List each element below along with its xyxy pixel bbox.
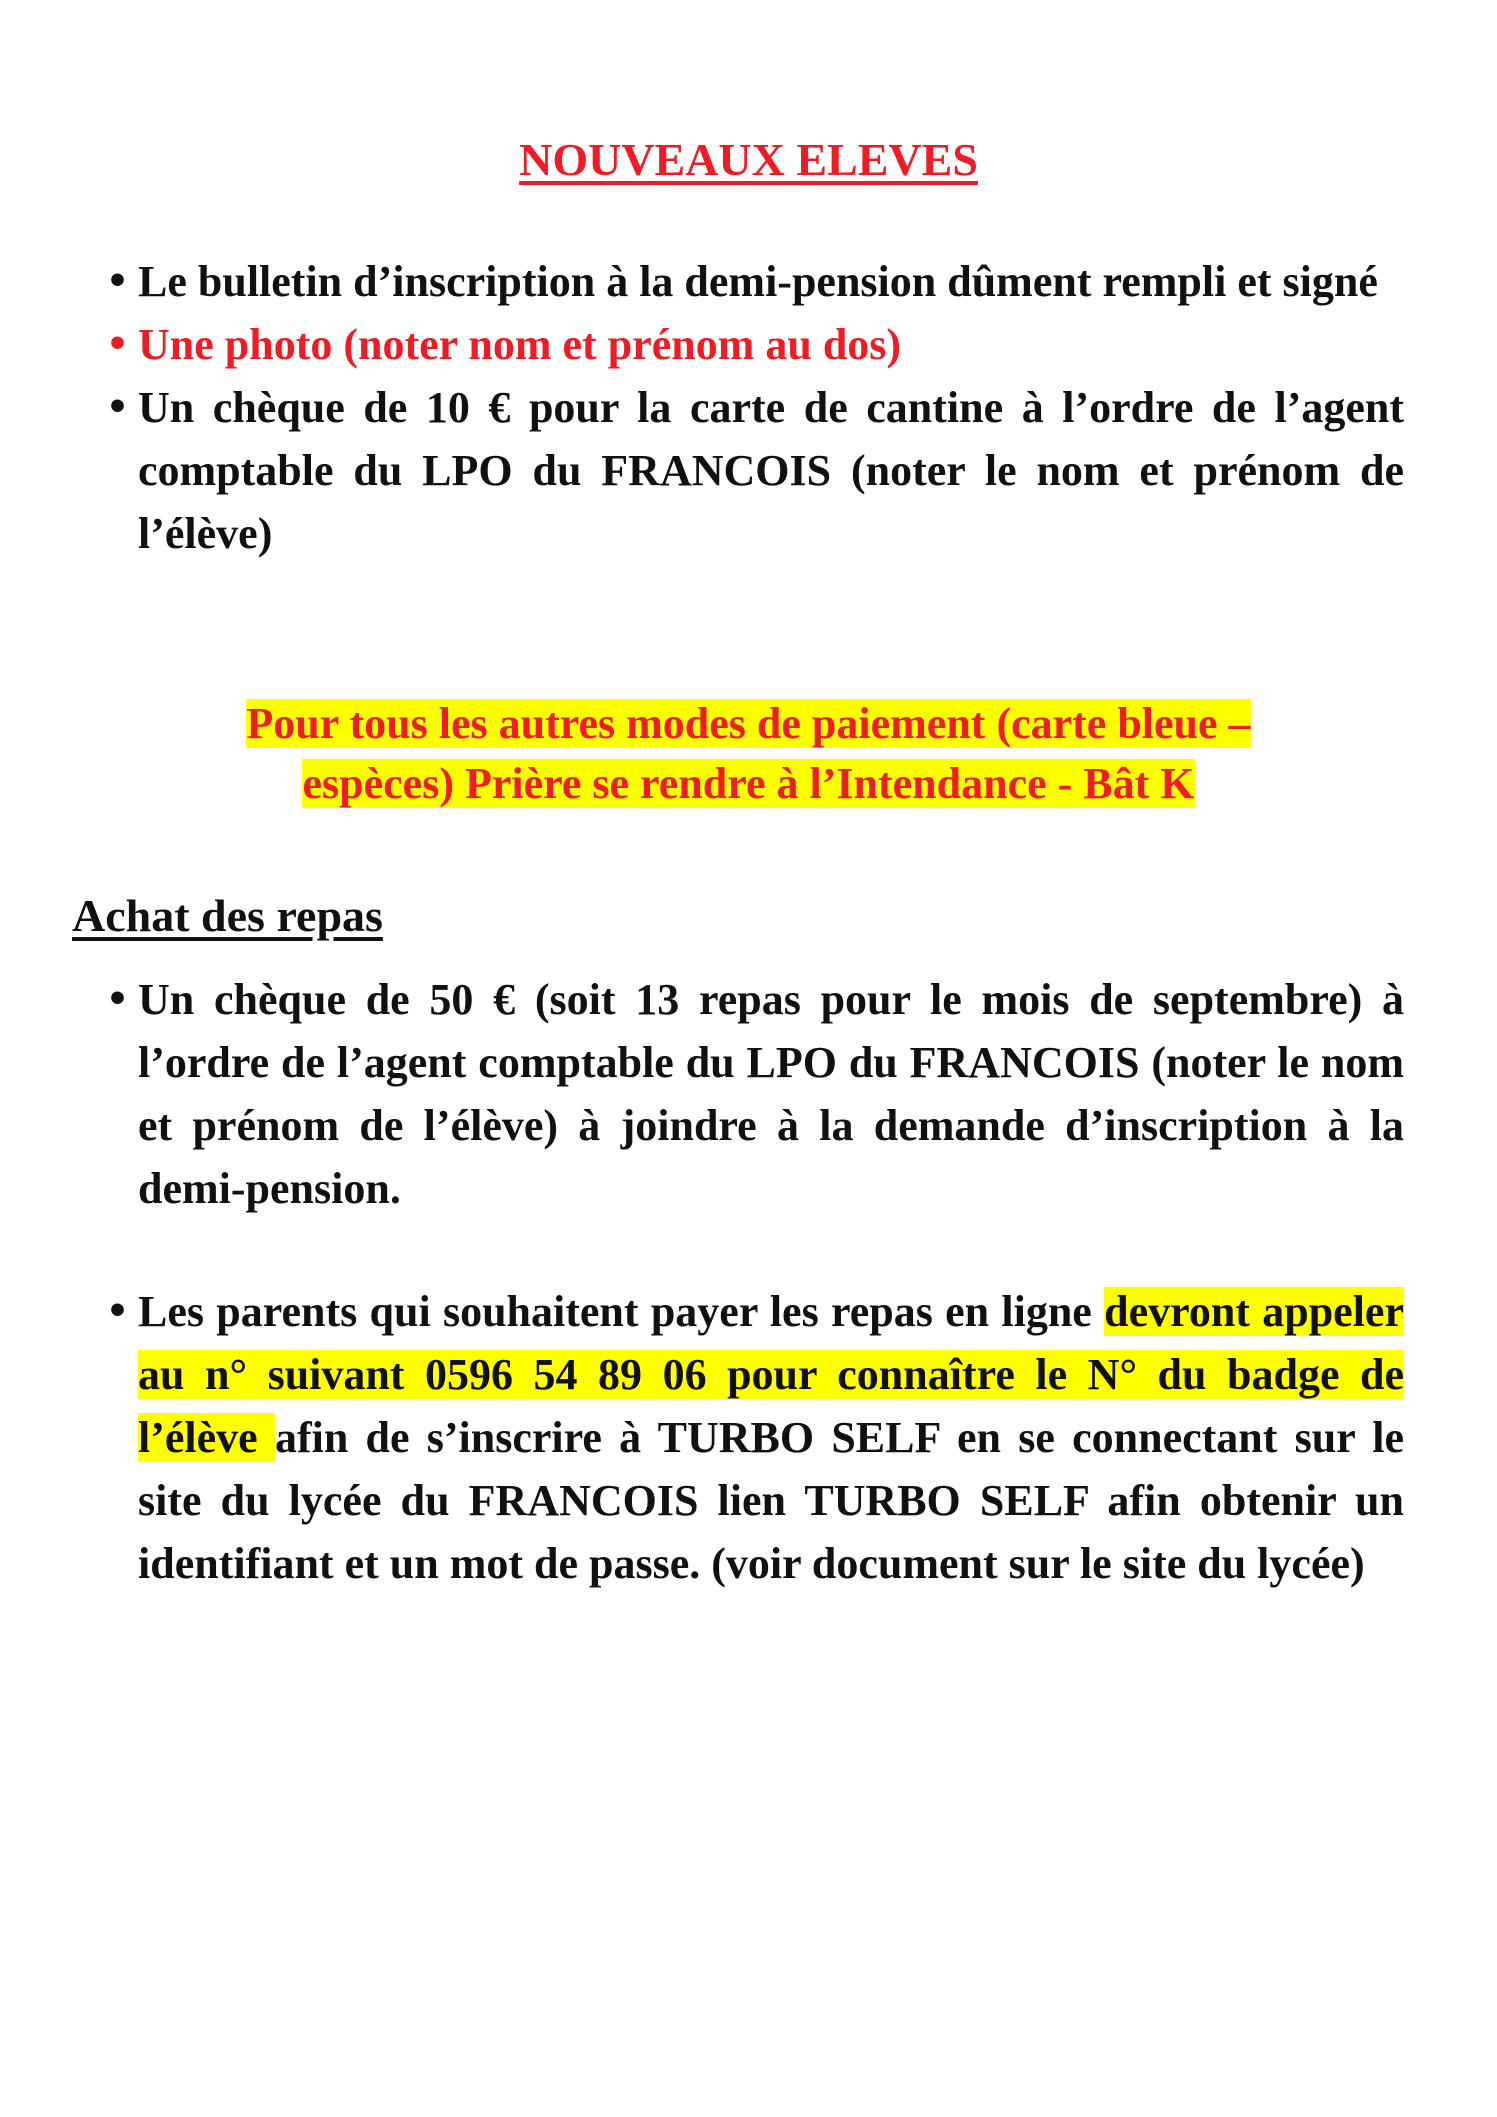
bullet-icon: • bbox=[106, 324, 130, 365]
section-title: Achat des repas bbox=[72, 890, 383, 941]
list-item-cheque bbox=[104, 376, 1404, 565]
list-item-cheque-repas bbox=[104, 968, 1404, 1220]
list-item-online-payment bbox=[104, 1280, 1404, 1595]
list-item-text-end: afin de s’inscrire à TURBO SELF en se connectant sur le site du lycée du FRANCOIS lien TURBO SELF afin obtenir un identifiant et un mot de passe. (voir document sur le site du lycée) bbox=[138, 1413, 1404, 1588]
list-item-text: Un chèque de 10 € pour la carte de cantine à l’ordre de l’agent comptable du LPO du FRANCOIS (noter le nom et prénom de l’élève) bbox=[138, 383, 1404, 558]
list-item-text: Le bulletin d’inscription à la demi-pension dûment rempli et signé bbox=[138, 257, 1378, 306]
list-item-photo bbox=[104, 313, 1404, 376]
bullet-icon: • bbox=[106, 979, 130, 1020]
page-title: NOUVEAUX ELEVES bbox=[519, 134, 978, 185]
documents-list bbox=[104, 250, 1404, 565]
notice-line-2: espèces) Prière se rendre à l’Intendance - Bât K bbox=[302, 759, 1195, 808]
bullet-icon: • bbox=[106, 261, 130, 302]
notice-line-1: Pour tous les autres modes de paiement (carte bleue – bbox=[246, 699, 1251, 748]
repas-list bbox=[104, 968, 1404, 1595]
list-item-text-start: Les parents qui souhaitent payer les repas en ligne bbox=[138, 1287, 1105, 1336]
bullet-icon: • bbox=[106, 387, 130, 428]
payment-notice bbox=[0, 694, 1497, 814]
list-item bbox=[104, 250, 1404, 313]
list-item-text: Un chèque de 50 € (soit 13 repas pour le mois de septembre) à l’ordre de l’agent comptable du LPO du FRANCOIS (noter le nom et prénom de l’élève) à joindre à la demande d’inscription à la demi-pension. bbox=[138, 975, 1404, 1213]
list-item-text: Une photo (noter nom et prénom au dos) bbox=[138, 320, 902, 369]
bullet-icon: • bbox=[106, 1291, 130, 1332]
highlighted-text: devront appeler au n° suivant 0596 54 89 06 pour connaître le N° du badge de l’élève bbox=[138, 1287, 1404, 1462]
